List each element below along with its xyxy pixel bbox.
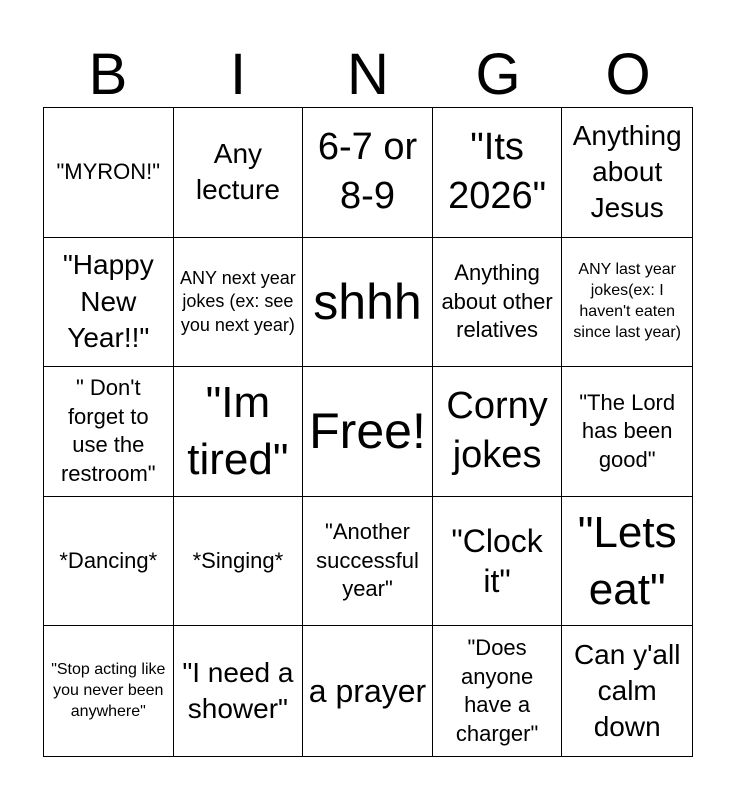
bingo-cell-i2[interactable] — [174, 238, 304, 368]
bingo-cell-o3[interactable] — [562, 367, 692, 497]
header-letter-g: G — [475, 42, 521, 107]
bingo-header — [43, 42, 693, 108]
cell-text: "Stop acting like you never been anywhere" — [51, 661, 166, 720]
bingo-cell-o2[interactable] — [562, 238, 692, 368]
cell-text: a prayer — [308, 673, 427, 710]
bingo-cell-g4[interactable] — [433, 497, 563, 627]
bingo-cell-o5[interactable] — [562, 626, 692, 756]
cell-text: Corny jokes — [446, 385, 548, 477]
bingo-cell-b1[interactable] — [44, 108, 174, 238]
cell-text: "MYRON!" — [56, 159, 161, 184]
bingo-cell-g3[interactable] — [433, 367, 563, 497]
cell-text: "Lets eat" — [577, 507, 677, 615]
bingo-board — [43, 107, 693, 757]
bingo-cell-b4[interactable] — [44, 497, 174, 627]
cell-text: "Does anyone have a charger" — [455, 635, 539, 746]
cell-text: shhh — [313, 273, 422, 330]
cell-text: 6-7 or 8-9 — [317, 125, 418, 218]
cell-text: "The Lord has been good" — [579, 389, 676, 472]
bingo-cell-g2[interactable] — [433, 238, 563, 368]
header-letter-n: N — [347, 42, 389, 107]
cell-text: " Don't forget to use the restroom" — [60, 375, 156, 487]
bingo-cell-b2[interactable] — [44, 238, 174, 368]
cell-text: ANY next year jokes (ex: see you next year) — [180, 267, 296, 335]
cell-text: "Happy New Year!!" — [62, 249, 154, 354]
bingo-cell-n1[interactable] — [303, 108, 433, 238]
cell-text: Can y'all calm down — [573, 638, 681, 743]
cell-text: ANY last year jokes(ex: I haven't eaten since last year) — [573, 261, 681, 341]
header-letter-i: I — [229, 42, 247, 107]
cell-text: "Another successful year" — [316, 519, 419, 602]
bingo-cell-g1[interactable] — [433, 108, 563, 238]
bingo-cell-i3[interactable] — [174, 367, 304, 497]
bingo-cell-i5[interactable] — [174, 626, 304, 756]
cell-text: "Its 2026" — [448, 125, 547, 218]
bingo-cell-n3-free[interactable] — [303, 367, 433, 497]
bingo-cell-i1[interactable] — [174, 108, 304, 238]
bingo-cell-o1[interactable] — [562, 108, 692, 238]
cell-text: "I need a shower" — [182, 656, 294, 725]
bingo-cell-n5[interactable] — [303, 626, 433, 756]
cell-text: Anything about Jesus — [572, 119, 682, 224]
bingo-cell-i4[interactable] — [174, 497, 304, 627]
cell-text: "Clock it" — [451, 523, 543, 600]
cell-text: "Im tired" — [187, 378, 289, 485]
cell-text: *Dancing* — [59, 547, 158, 573]
cell-text: Any lecture — [195, 137, 280, 206]
bingo-cell-n2[interactable] — [303, 238, 433, 368]
cell-text: Anything about other relatives — [441, 260, 553, 343]
bingo-cell-n4[interactable] — [303, 497, 433, 627]
bingo-cell-g5[interactable] — [433, 626, 563, 756]
header-letter-o: O — [605, 42, 651, 107]
cell-text: *Singing* — [192, 547, 284, 573]
bingo-cell-b5[interactable] — [44, 626, 174, 756]
bingo-cell-b3[interactable] — [44, 367, 174, 497]
cell-text: Free! — [309, 403, 426, 460]
header-letter-b: B — [88, 42, 128, 107]
bingo-cell-o4[interactable] — [562, 497, 692, 627]
